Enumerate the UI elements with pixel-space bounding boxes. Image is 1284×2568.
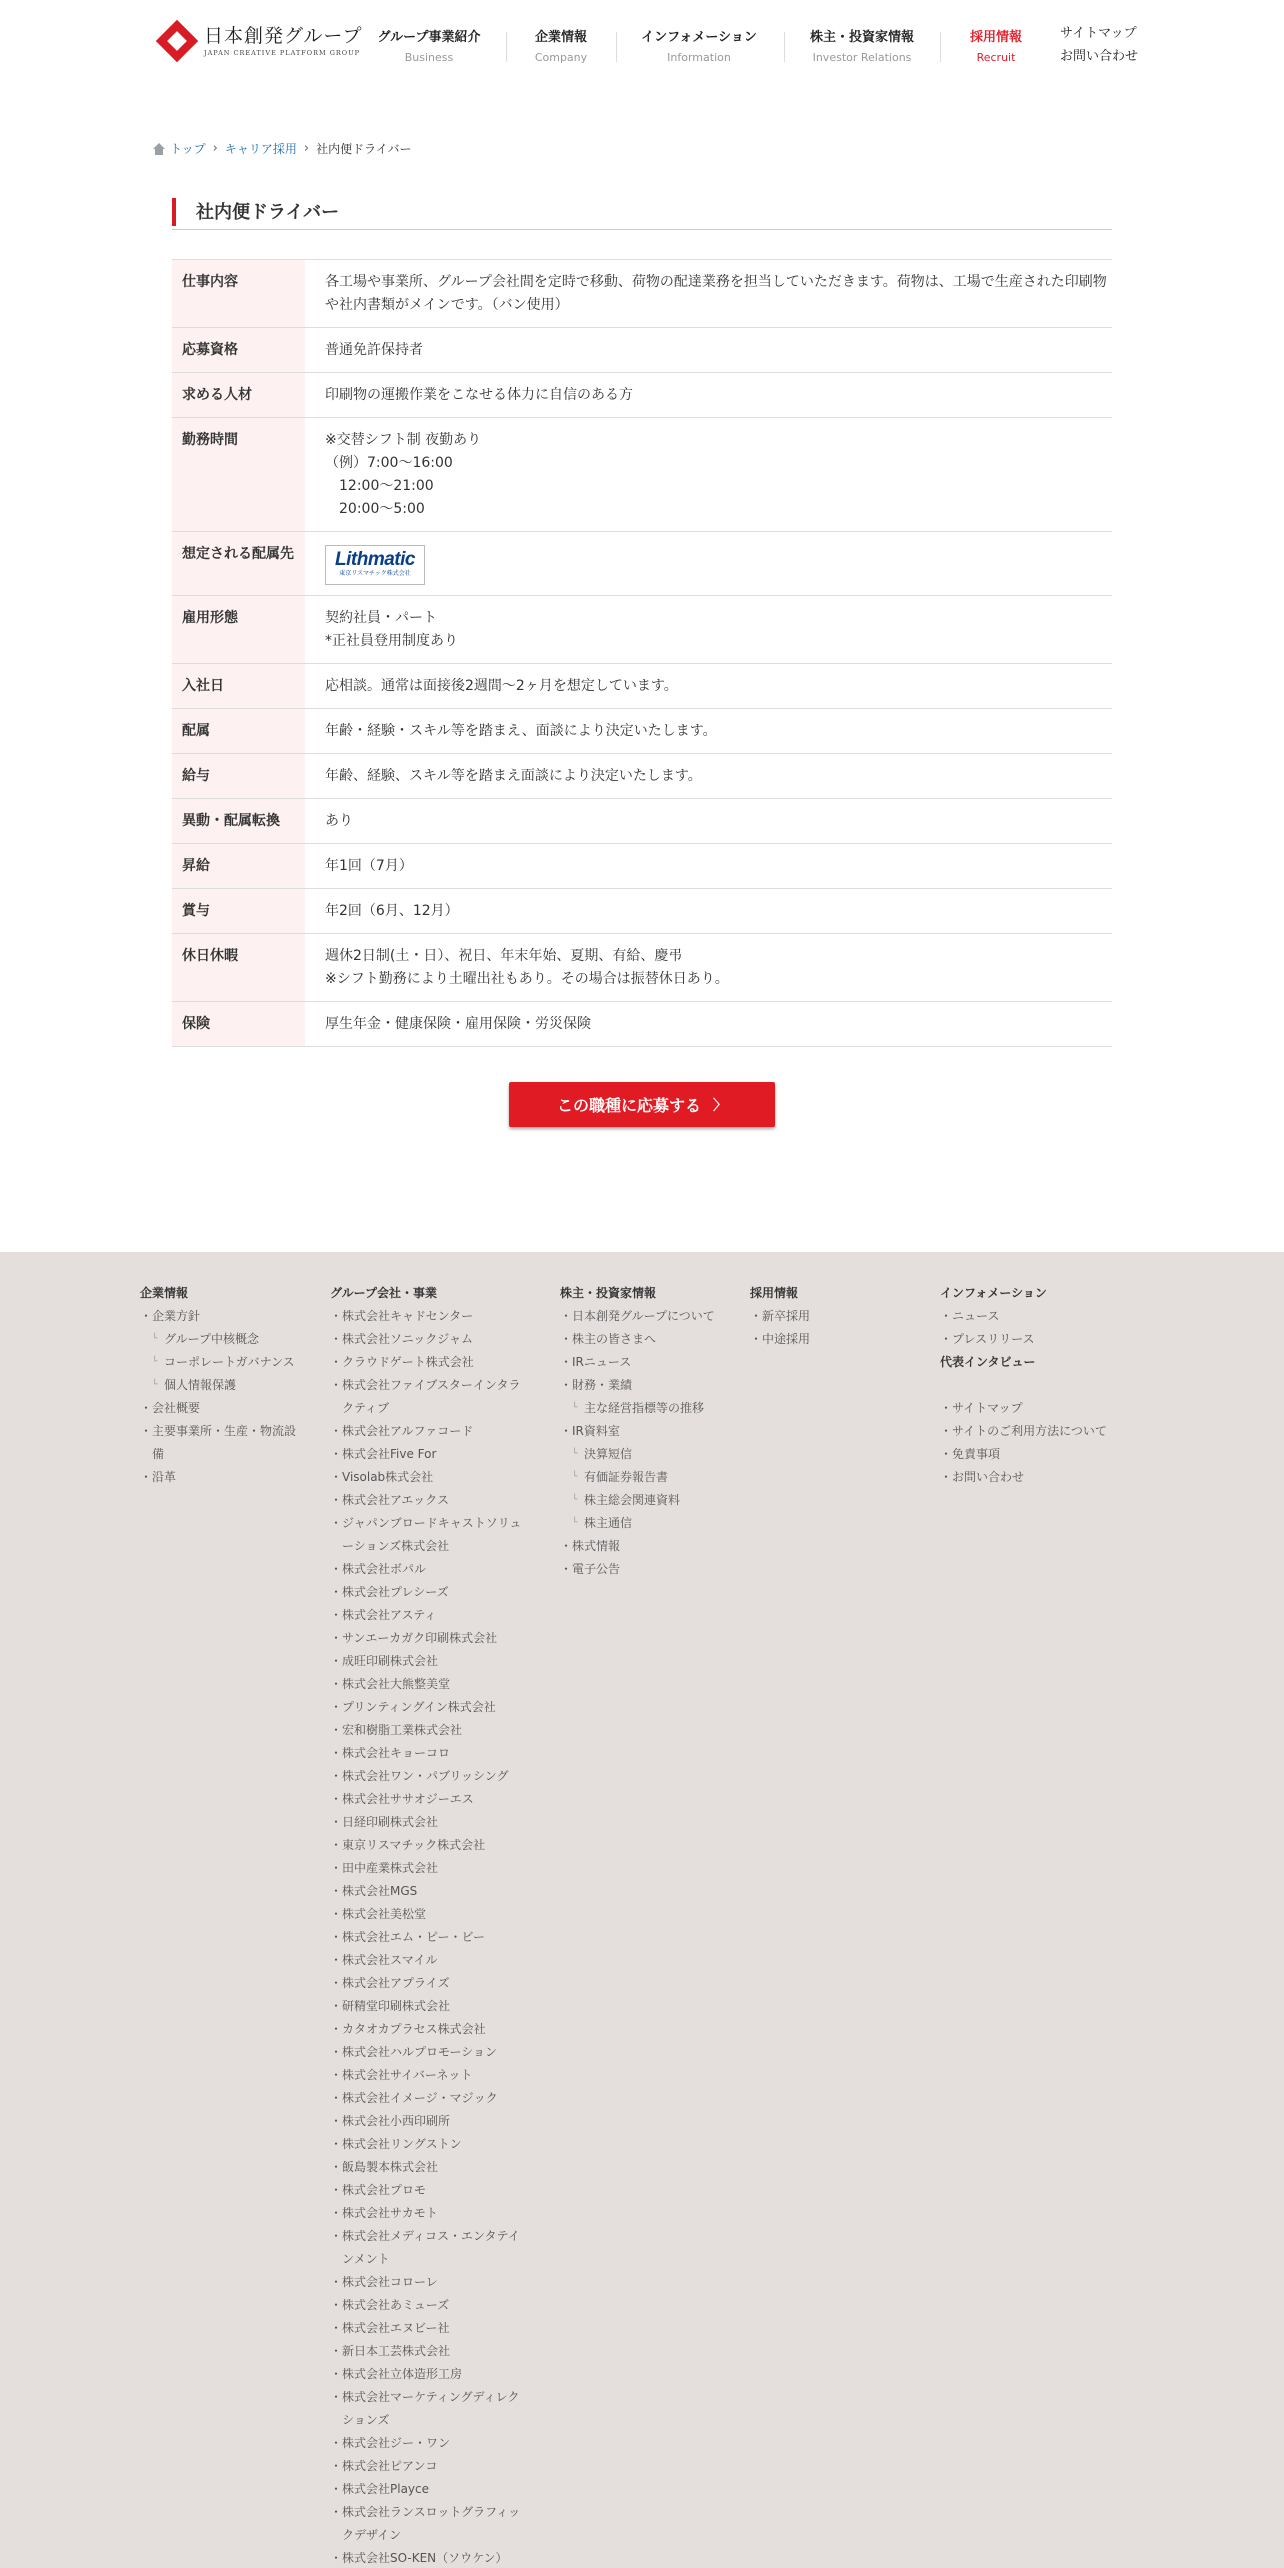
- footer-link[interactable]: ・ 中途採用: [750, 1328, 910, 1351]
- footer-link[interactable]: ・ 株式会社SO-KEN（ソウケン）: [330, 2547, 530, 2568]
- footer-link[interactable]: ・ サイトのご利用方法について: [940, 1420, 1140, 1443]
- job-row-value: [305, 418, 1112, 532]
- job-row-value: [305, 1002, 1112, 1047]
- job-row: [172, 709, 1112, 754]
- job-row-value: [305, 844, 1112, 889]
- footer-link[interactable]: ・ 株式会社キャドセンター: [330, 1305, 530, 1328]
- footer-link[interactable]: ・ 株式会社ボパル: [330, 1558, 530, 1581]
- footer-link[interactable]: ・ サイトマップ: [940, 1397, 1140, 1420]
- footer-link[interactable]: ・ お問い合わせ: [940, 1466, 1140, 1489]
- footer-link[interactable]: ・ サンエーカガク印刷株式会社: [330, 1627, 530, 1650]
- job-row: [172, 934, 1112, 1002]
- job-row-value: [305, 664, 1112, 709]
- footer-heading-info[interactable]: インフォメーション: [940, 1286, 1047, 1300]
- nav-business-sublabel: Business: [404, 51, 454, 64]
- footer-link[interactable]: ・ 株式会社美松堂: [330, 1903, 530, 1926]
- footer-link[interactable]: ・ 株主の皆さまへ: [560, 1328, 740, 1351]
- footer-link[interactable]: ・ カタオカプラセス株式会社: [330, 2018, 530, 2041]
- footer-link[interactable]: ・ プリンティングイン株式会社: [330, 1696, 530, 1719]
- footer-link[interactable]: ・ 株式会社Five For: [330, 1443, 530, 1466]
- footer-link[interactable]: ・ 日本創発グループについて: [560, 1305, 740, 1328]
- footer-link[interactable]: ・ 田中産業株式会社: [330, 1857, 530, 1880]
- footer-link[interactable]: ・ 宏和樹脂工業株式会社: [330, 1719, 530, 1742]
- footer-link[interactable]: ・ 研精堂印刷株式会社: [330, 1995, 530, 2018]
- nav-information[interactable]: [634, 26, 764, 64]
- contact-link[interactable]: お問い合わせ: [1060, 49, 1139, 64]
- job-row-value: [305, 596, 1112, 664]
- footer-link[interactable]: ・ 財務・業績: [560, 1374, 740, 1397]
- job-row-label: 保険: [172, 1002, 305, 1047]
- job-row: [172, 418, 1112, 532]
- footer-link[interactable]: ・ ニュース: [940, 1305, 1140, 1328]
- footer-link[interactable]: ・ 株式会社ソニックジャム: [330, 1328, 530, 1351]
- nav-information-sublabel: Information: [667, 51, 731, 64]
- chevron-right-icon: ›: [212, 141, 218, 156]
- nav-recruit-sublabel: Recruit: [976, 51, 1016, 64]
- footer-link[interactable]: ・ 株式会社ジー・ワン: [330, 2432, 530, 2455]
- footer-col-company: [140, 1282, 310, 1489]
- footer-link[interactable]: ・ 飯島製本株式会社: [330, 2156, 530, 2179]
- footer-link[interactable]: ・ IR資料室: [560, 1420, 740, 1443]
- footer-link[interactable]: ・ 沿革: [140, 1466, 310, 1489]
- footer-link[interactable]: ・ 成旺印刷株式会社: [330, 1650, 530, 1673]
- footer-link[interactable]: ・ 株式会社アスティ: [330, 1604, 530, 1627]
- footer-link[interactable]: ・ 企業方針: [140, 1305, 310, 1328]
- job-row: [172, 596, 1112, 664]
- job-row: [172, 664, 1112, 709]
- logo-name: 日本創発グループ: [204, 25, 363, 47]
- footer-link[interactable]: ・ プレスリリース: [940, 1328, 1140, 1351]
- footer-link[interactable]: ・ 会社概要: [140, 1397, 310, 1420]
- job-row-value: [305, 889, 1112, 934]
- job-value-line: 12:00～21:00: [325, 478, 434, 494]
- footer-link[interactable]: ・ ジャパンブロードキャストソリュ ーションズ株式会社: [330, 1512, 530, 1558]
- footer-link[interactable]: ・ 株式会社エヌビー社: [330, 2317, 530, 2340]
- footer-col-info: [940, 1282, 1140, 1489]
- job-row: [172, 844, 1112, 889]
- nav-company-sublabel: Company: [534, 51, 588, 64]
- page-heading: [172, 196, 1112, 230]
- job-value-line: 契約社員・パート: [325, 610, 437, 626]
- apply-button[interactable]: [509, 1082, 775, 1127]
- nav-ir[interactable]: [800, 26, 924, 64]
- job-row-label: 応募資格: [172, 328, 305, 373]
- footer-link[interactable]: └ コーポレートガバナンス: [140, 1351, 310, 1374]
- footer-link[interactable]: ・ 株式会社Playce: [330, 2478, 530, 2501]
- job-row: [172, 532, 1112, 596]
- job-row-value: [305, 754, 1112, 799]
- job-row-label: 休日休暇: [172, 934, 305, 1002]
- footer-link[interactable]: ・ 日経印刷株式会社: [330, 1811, 530, 1834]
- footer-link[interactable]: └ 有価証券報告書: [560, 1466, 740, 1489]
- heading-accent-bar: [172, 198, 176, 226]
- footer-link[interactable]: ・ 株式会社スマイル: [330, 1949, 530, 1972]
- job-row: [172, 328, 1112, 373]
- footer-link[interactable]: ・ 株式会社プロモ: [330, 2179, 530, 2202]
- site-footer: [0, 1252, 1284, 2568]
- job-value-line: 週休2日制(土・日）、祝日、年末年始、夏期、有給、慶弔: [325, 948, 683, 964]
- job-row-label: 求める人材: [172, 373, 305, 418]
- nav-ir-sublabel: Investor Relations: [812, 51, 912, 64]
- job-row-value: [305, 709, 1112, 754]
- job-value-line: 普通免許保持者: [325, 342, 423, 358]
- footer-heading-recruit[interactable]: 採用情報: [750, 1286, 799, 1300]
- footer-link[interactable]: ・ 株式会社サイバーネット: [330, 2064, 530, 2087]
- job-row-label: 昇給: [172, 844, 305, 889]
- job-row-label: 勤務時間: [172, 418, 305, 532]
- job-row-value: [305, 532, 1112, 596]
- job-value-line: 応相談。通常は面接後2週間～2ヶ月を想定しています。: [325, 678, 678, 694]
- company-logo-name: Lithmatic: [335, 549, 415, 570]
- footer-link[interactable]: └ 決算短信: [560, 1443, 740, 1466]
- footer-link[interactable]: ・ 免責事項: [940, 1443, 1140, 1466]
- job-row-label: 入社日: [172, 664, 305, 709]
- job-value-line: 年2回（6月、12月）: [325, 903, 459, 919]
- job-value-line: あり: [325, 813, 353, 829]
- job-row-label: 想定される配属先: [172, 532, 305, 596]
- nav-information-label: インフォメーション: [641, 30, 757, 45]
- job-row-label: 雇用形態: [172, 596, 305, 664]
- job-row-value: [305, 934, 1112, 1002]
- footer-heading-interview[interactable]: 代表インタビュー: [940, 1355, 1036, 1369]
- footer-heading-group[interactable]: グループ会社・事業: [330, 1286, 438, 1300]
- apply-button-label: この職種に応募する: [556, 1096, 701, 1115]
- job-row: [172, 260, 1112, 328]
- nav-divider: [506, 32, 507, 62]
- footer-link[interactable]: ・ 株式会社エム・ピー・ビー: [330, 1926, 530, 1949]
- logo-tagline: JAPAN CREATIVE PLATFORM GROUP: [204, 49, 360, 57]
- footer-link[interactable]: ・ 株式会社ササオジーエス: [330, 1788, 530, 1811]
- company-logo: [325, 545, 425, 585]
- nav-business[interactable]: [376, 26, 482, 64]
- footer-link[interactable]: └ グループ中核概念: [140, 1328, 310, 1351]
- job-row-label: 異動・配属転換: [172, 799, 305, 844]
- job-row-value: [305, 328, 1112, 373]
- job-row: [172, 889, 1112, 934]
- footer-link[interactable]: └ 個人情報保護: [140, 1374, 310, 1397]
- footer-heading-ir[interactable]: 株主・投資家情報: [560, 1286, 657, 1300]
- footer-link[interactable]: ・ 株式会社マーケティングディレク ションズ: [330, 2386, 530, 2432]
- job-value-line: 印刷物の運搬作業をこなせる体力に自信のある方: [325, 387, 633, 403]
- chevron-right-icon: 〉: [713, 1097, 727, 1114]
- job-value-line: 20:00～5:00: [325, 501, 425, 517]
- job-row-value: [305, 260, 1112, 328]
- footer-link[interactable]: ・ IRニュース: [560, 1351, 740, 1374]
- job-value-line: 年齢、経験、スキル等を踏まえ面談により決定いたします。: [325, 768, 702, 784]
- nav-recruit-label: 採用情報: [969, 30, 1022, 45]
- footer-link[interactable]: ・ 株式会社アエックス: [330, 1489, 530, 1512]
- breadcrumb-current: 社内便ドライバー: [316, 142, 412, 156]
- job-value-line: 厚生年金・健康保険・雇用保険・労災保険: [325, 1016, 591, 1032]
- job-row-label: 仕事内容: [172, 260, 305, 328]
- job-value-line: 年齢・経験・スキル等を踏まえ、面談により決定いたします。: [325, 723, 717, 739]
- footer-link[interactable]: ・ 株式会社立体造形工房: [330, 2363, 530, 2386]
- nav-ir-label: 株主・投資家情報: [809, 30, 914, 45]
- utility-links: [1060, 22, 1138, 68]
- footer-link[interactable]: ・ 株式会社ワン・パブリッシング: [330, 1765, 530, 1788]
- job-row-value: [305, 799, 1112, 844]
- footer-link[interactable]: ・ クラウドゲート株式会社: [330, 1351, 530, 1374]
- footer-link[interactable]: ・ 株式会社ファイブスターインタラ クティブ: [330, 1374, 530, 1420]
- footer-link[interactable]: ・ 株式会社リングストン: [330, 2133, 530, 2156]
- page-title: 社内便ドライバー: [196, 202, 340, 223]
- footer-link[interactable]: ・ 株式会社イメージ・マジック: [330, 2087, 530, 2110]
- footer-col-recruit: [750, 1282, 910, 1351]
- sitemap-link[interactable]: サイトマップ: [1060, 26, 1137, 41]
- company-logo-subtitle: 東京リスマチック株式会社: [339, 570, 411, 577]
- job-value-line: *正社員登用制度あり: [325, 633, 458, 649]
- job-row-value: [305, 373, 1112, 418]
- nav-company[interactable]: [524, 26, 598, 64]
- footer-link[interactable]: └ 株主通信: [560, 1512, 740, 1535]
- site-header: [0, 0, 1284, 80]
- breadcrumb: [152, 140, 411, 157]
- footer-link[interactable]: ・ 株式会社MGS: [330, 1880, 530, 1903]
- job-value-line: 年1回（7月）: [325, 858, 413, 874]
- job-row: [172, 373, 1112, 418]
- chevron-right-icon: ›: [303, 141, 310, 156]
- footer-link[interactable]: ・ 株式会社キョーコロ: [330, 1742, 530, 1765]
- footer-link[interactable]: ・ Visolab株式会社: [330, 1466, 530, 1489]
- footer-heading-company[interactable]: 企業情報: [140, 1286, 189, 1300]
- footer-link[interactable]: ・ 株式会社メディコス・エンタテイ ンメント: [330, 2225, 530, 2271]
- footer-link[interactable]: ・ 株式会社コローレ: [330, 2271, 530, 2294]
- footer-link[interactable]: ・ 株式会社ピアンコ: [330, 2455, 530, 2478]
- job-row-label: 賞与: [172, 889, 305, 934]
- footer-link[interactable]: ・ 株式会社小西印刷所: [330, 2110, 530, 2133]
- footer-link[interactable]: ・ 株式会社ランスロットグラフィッ クデザイン: [330, 2501, 530, 2547]
- job-value-line: ※シフト勤務により土曜出社もあり。その場合は振替休日あり。: [325, 971, 729, 987]
- job-row: [172, 754, 1112, 799]
- footer-link[interactable]: ・ 株式会社あミューズ: [330, 2294, 530, 2317]
- nav-recruit[interactable]: [958, 26, 1034, 64]
- footer-link[interactable]: ・ 株式会社サカモト: [330, 2202, 530, 2225]
- footer-link[interactable]: ・ 東京リスマチック株式会社: [330, 1834, 530, 1857]
- footer-link[interactable]: ・ 株式情報: [560, 1535, 740, 1558]
- breadcrumb-home[interactable]: トップ: [170, 142, 206, 156]
- job-row-label: 配属: [172, 709, 305, 754]
- footer-link[interactable]: ・ 株式会社プレシーズ: [330, 1581, 530, 1604]
- footer-link[interactable]: ・ 電子公告: [560, 1558, 740, 1581]
- footer-link[interactable]: ・ 主要事業所・生産・物流設 備: [140, 1420, 310, 1466]
- footer-link[interactable]: ・ 新日本工芸株式会社: [330, 2340, 530, 2363]
- logo-mark-icon: [158, 22, 196, 60]
- job-row: [172, 799, 1112, 844]
- footer-link[interactable]: ・ 株式会社アプライズ: [330, 1972, 530, 1995]
- footer-link[interactable]: └ 株主総会関連資料: [560, 1489, 740, 1512]
- job-value-line: 各工場や事業所、グループ会社間を定時で移動、荷物の配達業務を担当していただきます。荷物は、工場で生産された印刷物: [325, 274, 1107, 290]
- nav-divider: [784, 32, 785, 62]
- job-row-label: 給与: [172, 754, 305, 799]
- footer-link[interactable]: ・ 株式会社大熊整美堂: [330, 1673, 530, 1696]
- job-value-line: （例）7:00～16:00: [325, 455, 453, 471]
- job-value-line: や社内書類がメインです。（バン使用）: [325, 297, 569, 313]
- nav-divider: [616, 32, 617, 62]
- home-icon: [152, 143, 166, 155]
- job-value-line: ※交替シフト制 夜勤あり: [325, 432, 482, 448]
- footer-col-ir: [560, 1282, 740, 1581]
- footer-link[interactable]: └ 主な経営指標等の推移: [560, 1397, 740, 1420]
- job-details-table: [172, 259, 1112, 1047]
- footer-link[interactable]: ・ 新卒採用: [750, 1305, 910, 1328]
- footer-link[interactable]: ・ 株式会社ハルプロモーション: [330, 2041, 530, 2064]
- nav-company-label: 企業情報: [534, 30, 587, 45]
- nav-divider: [940, 32, 941, 62]
- breadcrumb-career[interactable]: キャリア採用: [224, 142, 297, 156]
- footer-link[interactable]: ・ 株式会社アルファコード: [330, 1420, 530, 1443]
- job-row: [172, 1002, 1112, 1047]
- nav-business-label: グループ事業紹介: [377, 30, 481, 45]
- site-logo[interactable]: [158, 22, 362, 60]
- footer-col-group: [330, 1282, 530, 2568]
